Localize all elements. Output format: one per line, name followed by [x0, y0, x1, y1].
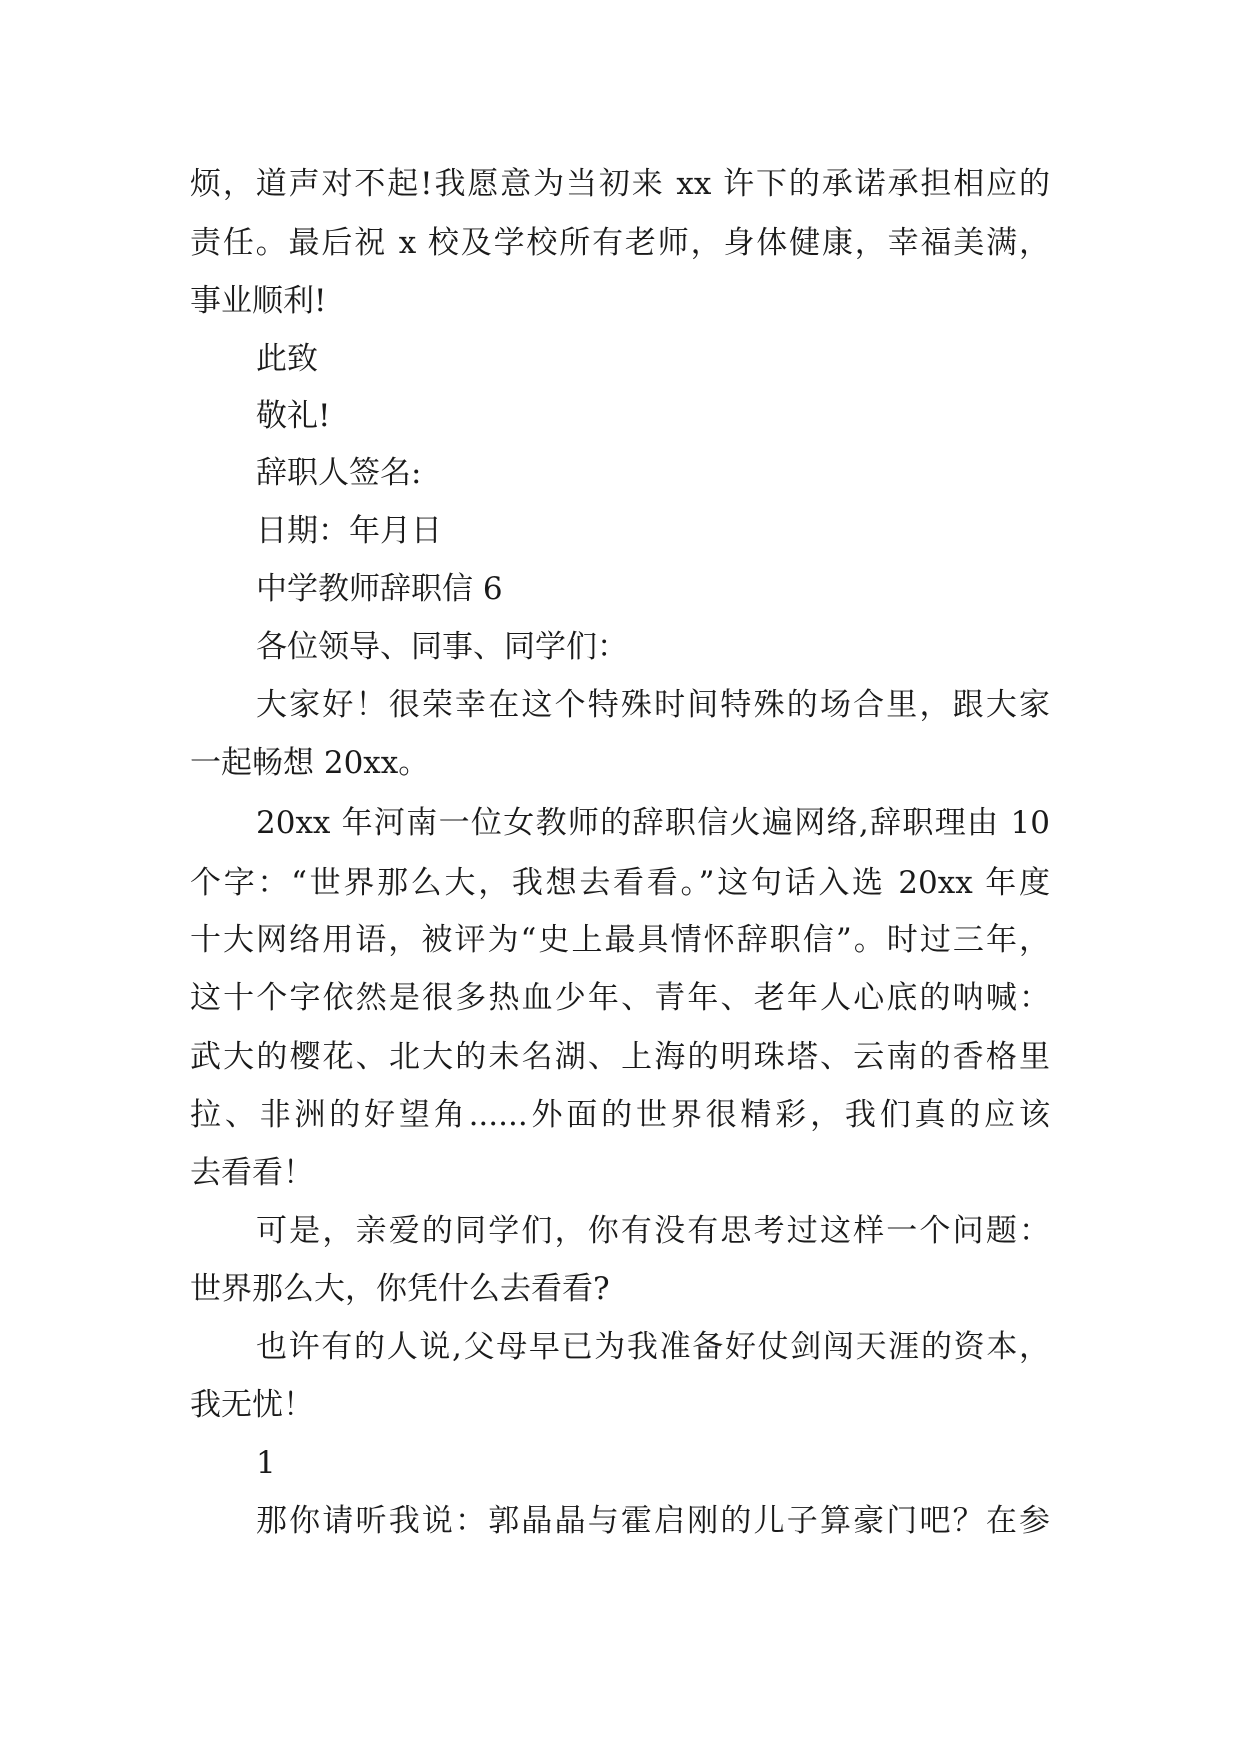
closing-line: 此致	[256, 341, 318, 377]
text-line: 那你请听我说：郭晶晶与霍启刚的儿子算豪门吧？在参	[256, 1503, 1050, 1539]
text-line: 事业顺利!	[190, 283, 327, 319]
text-line: 个字：“世界那么大，我想去看看。”这句话入选 20xx 年度	[190, 865, 1050, 901]
text-line: 拉、非洲的好望角......外面的世界很精彩，我们真的应该	[190, 1097, 1050, 1133]
text-line: 我无忧！	[190, 1387, 314, 1423]
text-line: 去看看！	[190, 1155, 314, 1191]
text-line: 武大的樱花、北大的未名湖、上海的明珠塔、云南的香格里	[190, 1039, 1050, 1075]
text-line: 20xx 年河南一位女教师的辞职信火遍网络,辞职理由 10	[256, 805, 1050, 841]
text-line: 烦，道声对不起!我愿意为当初来 xx 许下的承诺承担相应的	[190, 166, 1050, 202]
date-line: 日期：年月日	[256, 513, 442, 549]
signature-line: 辞职人签名:	[256, 455, 422, 491]
text-line: 十大网络用语，被评为“史上最具情怀辞职信”。时过三年，	[190, 922, 1050, 958]
salutation: 各位领导、同事、同学们：	[256, 629, 628, 665]
text-line: 一起畅想 20xx。	[190, 745, 430, 781]
text-line: 责任。最后祝 x 校及学校所有老师，身体健康，幸福美满，	[190, 225, 1050, 261]
text-line: 世界那么大，你凭什么去看看?	[190, 1271, 610, 1307]
text-line: 大家好！很荣幸在这个特殊时间特殊的场合里，跟大家	[256, 687, 1050, 723]
text-line: 可是，亲爱的同学们，你有没有思考过这样一个问题：	[256, 1213, 1050, 1249]
section-heading: 中学教师辞职信 6	[256, 571, 503, 607]
text-line: 这十个字依然是很多热血少年、青年、老年人心底的呐喊：	[190, 980, 1050, 1016]
text-line: 也许有的人说,父母早已为我准备好仗剑闯天涯的资本，	[256, 1329, 1050, 1365]
closing-line: 敬礼!	[256, 398, 331, 434]
page-number: 1	[256, 1445, 276, 1481]
